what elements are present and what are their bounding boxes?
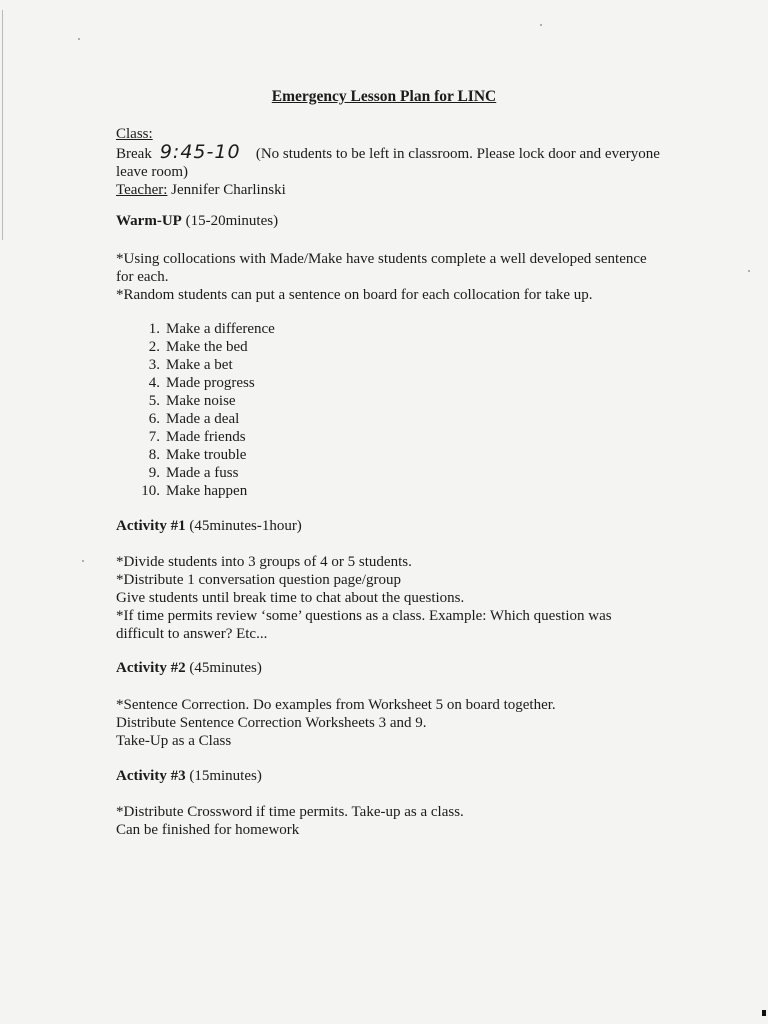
activity1-duration: (45minutes-1hour) — [189, 518, 302, 534]
instruction-line: *Sentence Correction. Do examples from Worksheet 5 on board together. — [116, 697, 556, 713]
instruction-line: Can be finished for homework — [116, 822, 300, 838]
list-item: 2. Make the bed — [148, 339, 248, 355]
break-line — [116, 143, 676, 163]
list-item: 10. Make happen — [141, 483, 248, 499]
warmup-instructions — [116, 250, 676, 304]
break-note-continued: leave room) — [116, 164, 189, 180]
activity1-title: Activity #1 — [116, 518, 186, 534]
warmup-title: Warm-UP — [116, 213, 182, 229]
header-info — [116, 125, 676, 199]
teacher-name: Jennifer Charlinski — [171, 182, 286, 198]
list-item: 3. Make a bet — [148, 357, 233, 373]
list-item: 4. Made progress — [148, 375, 255, 391]
activity3-instructions — [116, 803, 676, 839]
scan-edge-line — [2, 10, 3, 240]
list-item: 9. Made a fuss — [148, 465, 239, 481]
activity2-duration: (45minutes) — [189, 660, 262, 676]
activity1-heading — [116, 517, 676, 535]
scan-speck — [78, 38, 80, 40]
activity3-heading — [116, 767, 676, 785]
break-time-handwritten: 9:45-10 — [159, 141, 241, 163]
activity3-title: Activity #3 — [116, 768, 186, 784]
break-note: (No students to be left in classroom. Please lock door and everyone — [255, 146, 660, 162]
instruction-line: Give students until break time to chat about the questions. — [116, 590, 465, 606]
activity2-title: Activity #2 — [116, 660, 186, 676]
teacher-label: Teacher: — [116, 182, 168, 198]
teacher-line — [116, 181, 676, 199]
list-item: 1. Make a difference — [148, 321, 275, 337]
list-item: 6. Made a deal — [148, 411, 240, 427]
scan-speck — [82, 560, 84, 562]
instruction-line: Take-Up as a Class — [116, 733, 232, 749]
instruction-line: *Random students can put a sentence on board for each collocation for take up. — [116, 287, 593, 303]
instruction-line: difficult to answer? Etc... — [116, 626, 268, 642]
class-label: Class: — [116, 126, 153, 142]
document-title: Emergency Lesson Plan for LINC — [271, 88, 497, 105]
scan-speck — [540, 24, 542, 26]
list-item: 8. Make trouble — [148, 447, 247, 463]
warmup-heading — [116, 212, 676, 230]
instruction-line: *Distribute Crossword if time permits. Take-up as a class. — [116, 804, 464, 820]
scan-speck — [748, 270, 750, 272]
instruction-line: for each. — [116, 269, 169, 285]
instruction-line: Distribute Sentence Correction Worksheets 3 and 9. — [116, 715, 427, 731]
instruction-line: *If time permits review ‘some’ questions as a class. Example: Which question was — [116, 608, 612, 624]
instruction-line: *Using collocations with Made/Make have students complete a well developed sentence — [116, 251, 647, 267]
instruction-line: *Divide students into 3 groups of 4 or 5 students. — [116, 554, 412, 570]
collocation-list — [116, 320, 275, 500]
scan-mark — [762, 1010, 766, 1016]
activity2-instructions — [116, 696, 676, 750]
activity1-instructions — [116, 553, 676, 643]
list-item: 5. Make noise — [148, 393, 236, 409]
list-item: 7. Made friends — [148, 429, 246, 445]
warmup-duration: (15-20minutes) — [185, 213, 279, 229]
instruction-line: *Distribute 1 conversation question page/group — [116, 572, 401, 588]
activity3-duration: (15minutes) — [189, 768, 262, 784]
break-label: Break — [116, 146, 152, 162]
activity2-heading — [116, 659, 676, 677]
